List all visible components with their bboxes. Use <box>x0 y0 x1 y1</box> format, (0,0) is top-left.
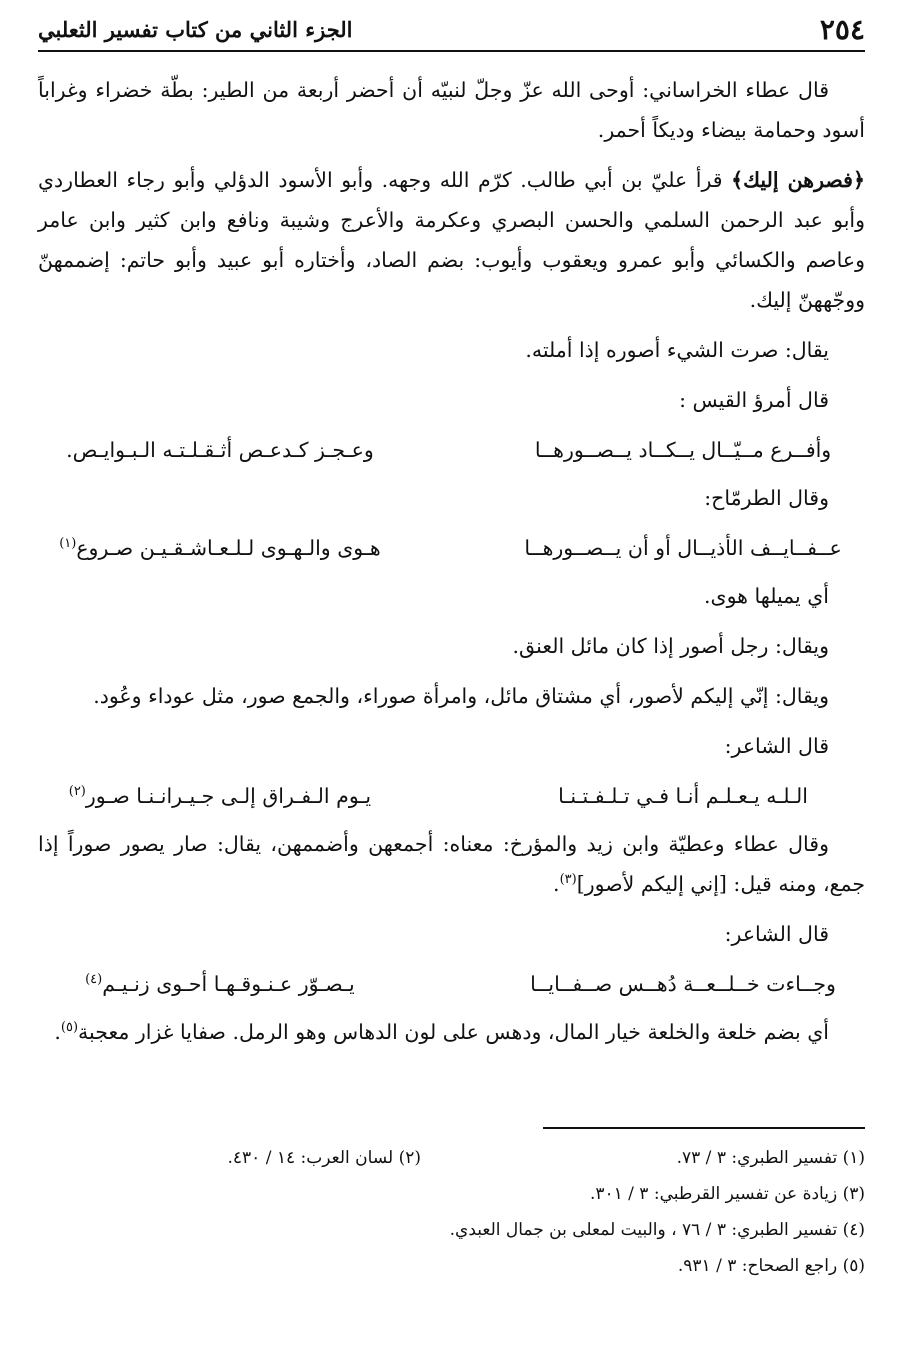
footnote-ref[interactable]: (١) <box>59 536 77 552</box>
footnote-4: (٤) تفسير الطبري: ٣ / ٧٦ ، والبيت لمعلى بن جمال العبدي. <box>449 1220 865 1240</box>
paragraph: قال الشاعر: <box>724 734 829 758</box>
verse-second-half <box>38 528 402 568</box>
footnote-5: (٥) راجع الصحاح: ٣ / ٩٣١. <box>677 1256 865 1276</box>
footnote-row <box>38 1140 865 1176</box>
quran-quote: ﴿فصرهن إليك﴾ <box>731 168 865 192</box>
verse-line <box>38 430 865 470</box>
running-title: الجزء الثاني من كتاب تفسير الثعلبي <box>38 16 353 42</box>
verse-text: يـصـوّر عـنـوقـهـا أحـوى زنـيـم <box>102 972 355 996</box>
verse-first-half: عــفــايــف الأذيــال أو أن يــصــورهــا <box>524 536 842 560</box>
verse-first-half: الـلـه يـعـلـم أنـا فـي تـلـفـتـنـا <box>558 784 809 808</box>
paragraph-text: قرأ عليّ بن أبي طالب. كرّم الله وجهه. وأبو الأسود الدؤلي وأبو رجاء العطاردي وأبو عبد الرحمن السلمي والحسن البصري وعكرمة والأعرج وشيبة ونافع وابن كثير وابن عامر وعاصم والكسائي وأبو عمرو ويعقوب وأيوب: بضم الصاد، وأختاره أبو عبيد وأبو حاتم: إضممهنّ ووجّههنّ إليك. <box>38 168 865 312</box>
verse-line <box>38 776 865 816</box>
footnote-row <box>38 1212 865 1248</box>
verse-first-half: وأفــرع مــيّــال يــكــاد يــصــورهــا <box>534 438 832 462</box>
verse-text: يـوم الـفـراق إلـى جـيـرانـنـا صـور <box>85 784 372 808</box>
footnote-1: (١) تفسير الطبري: ٣ / ٧٣. <box>676 1148 865 1168</box>
paragraph: ويقال: رجل أصور إذا كان مائل العنق. <box>512 634 829 658</box>
paragraph: وقال الطرمّاح: <box>704 486 829 510</box>
paragraph: قال الشاعر: <box>724 922 829 946</box>
footnote-2: (٢) لسان العرب: ١٤ / ٤٣٠. <box>227 1148 421 1168</box>
paragraph <box>38 824 865 904</box>
paragraph-text: وقال عطاء وعطيّة وابن زيد والمؤرخ: معناه: أجمعهن وأضممهن، يقال: صار يصور صوراً إذا جمع، ومنه قيل: [إني إليكم لأصور] <box>38 832 865 896</box>
paragraph: قال أمرؤ القيس : <box>679 388 829 412</box>
paragraph-end: . <box>54 1020 61 1044</box>
footnote-row <box>38 1248 865 1284</box>
verse-second-half <box>38 776 402 816</box>
footnote-ref[interactable]: (٤) <box>85 972 103 988</box>
footnote-divider <box>543 1127 865 1129</box>
verse-line <box>38 964 865 1004</box>
verse-second-half: وعـجـز كـدعـص أثـقـلـتـه الـبـوايـص. <box>66 438 374 462</box>
verse-text: هـوى والـهـوى لـلـعـاشـقـيـن صـروع <box>76 536 381 560</box>
paragraph-text: أي بضم خلعة والخلعة خيار المال، ودهس على لون الدهاس وهو الرمل. صفايا غزار معجبة <box>78 1020 829 1044</box>
paragraph: قال عطاء الخراساني: أوحى الله عزّ وجلّ لنبيّه أن أحضر أربعة من الطير: بطّة خضراء وغراباً أسود وحمامة بيضاء وديكاً أحمر. <box>38 78 865 142</box>
paragraph <box>38 1012 865 1052</box>
paragraph <box>38 160 865 320</box>
footnote-ref[interactable]: (٥) <box>60 1020 79 1036</box>
paragraph: يقال: صرت الشيء أصوره إذا أملته. <box>525 338 829 362</box>
paragraph: ويقال: إنّي إليكم لأصور، أي مشتاق مائل، وامرأة صوراء، والجمع صور، مثل عوداء وعُود. <box>93 684 829 708</box>
paragraph: أي يميلها هوى. <box>704 584 829 608</box>
main-text <box>38 70 865 1062</box>
footnote-ref[interactable]: (٣) <box>559 872 577 888</box>
verse-first-half: وجــاءت خــلــعــة دُهــس صــفــايــا <box>530 972 836 996</box>
verse-line <box>38 528 865 568</box>
footnote-3: (٣) زيادة عن تفسير القرطبي: ٣ / ٣٠١. <box>589 1184 865 1204</box>
page-header <box>38 8 865 52</box>
paragraph-end: . <box>553 872 560 896</box>
footnote-row <box>38 1176 865 1212</box>
verse-second-half <box>38 964 402 1004</box>
footnote-ref[interactable]: (٢) <box>68 784 86 800</box>
page-number: ٢٥٤ <box>819 12 865 46</box>
footnotes <box>38 1140 865 1284</box>
